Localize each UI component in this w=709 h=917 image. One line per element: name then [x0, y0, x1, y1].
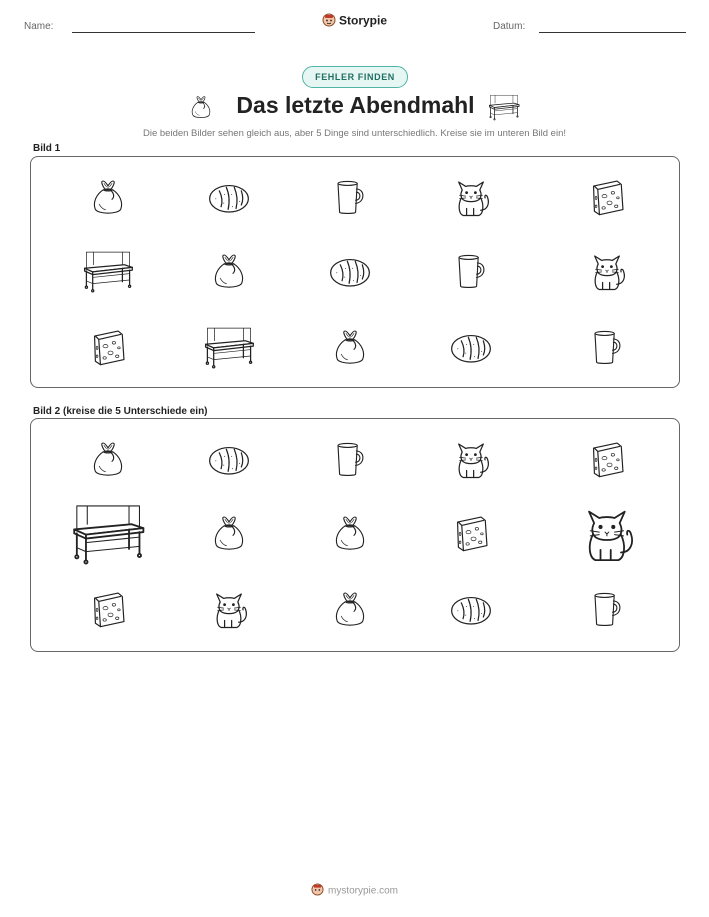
- sack-icon[interactable]: [88, 439, 128, 479]
- mug-icon: [330, 175, 370, 219]
- date-line[interactable]: [539, 32, 686, 33]
- footer-url: mystorypie.com: [327, 885, 398, 897]
- table-icon[interactable]: [69, 500, 147, 567]
- picture-2-label: Bild 2 (kreise die 5 Unterschiede ein): [33, 406, 208, 417]
- sponge-icon: [87, 325, 129, 369]
- cat-icon[interactable]: [449, 436, 493, 482]
- name-line[interactable]: [72, 32, 255, 33]
- bread-icon: [203, 175, 255, 219]
- table-icon: [81, 248, 135, 294]
- cat-icon[interactable]: [575, 500, 639, 567]
- sack-icon[interactable]: [330, 513, 370, 553]
- title-text: Das letzte Abendmahl: [236, 92, 475, 118]
- bread-icon[interactable]: [203, 437, 255, 481]
- cat-icon: [449, 174, 493, 220]
- brand-name: Storypie: [338, 13, 387, 28]
- cat-icon[interactable]: [207, 586, 251, 632]
- sponge-icon[interactable]: [450, 511, 492, 555]
- date-label: Datum:: [493, 21, 526, 32]
- bread-icon: [445, 325, 497, 369]
- sack-icon: [88, 177, 128, 217]
- sponge-icon: [586, 175, 628, 219]
- picture-2-panel[interactable]: [30, 418, 680, 652]
- storypie-logo-icon: [322, 13, 336, 30]
- table-icon: [487, 93, 521, 121]
- page-title: [0, 92, 709, 121]
- sack-icon[interactable]: [330, 589, 370, 629]
- footer: [0, 883, 709, 899]
- sack-icon: [188, 94, 214, 120]
- name-label: Name:: [24, 21, 54, 32]
- mug-icon: [451, 249, 491, 293]
- bread-icon: [324, 249, 376, 293]
- table-icon: [202, 324, 256, 370]
- sponge-icon[interactable]: [586, 437, 628, 481]
- cat-icon: [585, 248, 629, 294]
- worksheet-type-badge: FEHLER FINDEN: [302, 66, 408, 88]
- mug-icon[interactable]: [587, 587, 627, 631]
- bread-icon[interactable]: [445, 587, 497, 631]
- picture-1-panel: [30, 156, 680, 388]
- mug-icon: [587, 325, 627, 369]
- sack-icon: [330, 327, 370, 367]
- sponge-icon[interactable]: [87, 587, 129, 631]
- sack-icon: [209, 251, 249, 291]
- mug-icon[interactable]: [330, 437, 370, 481]
- storypie-logo-icon: [311, 883, 324, 899]
- brand: [0, 13, 709, 30]
- sack-icon[interactable]: [209, 513, 249, 553]
- picture-1-label: Bild 1: [33, 143, 61, 154]
- instructions: Die beiden Bilder sehen gleich aus, aber 5 Dinge sind unterschiedlich. Kreise sie im unteren Bild ein!: [143, 128, 566, 139]
